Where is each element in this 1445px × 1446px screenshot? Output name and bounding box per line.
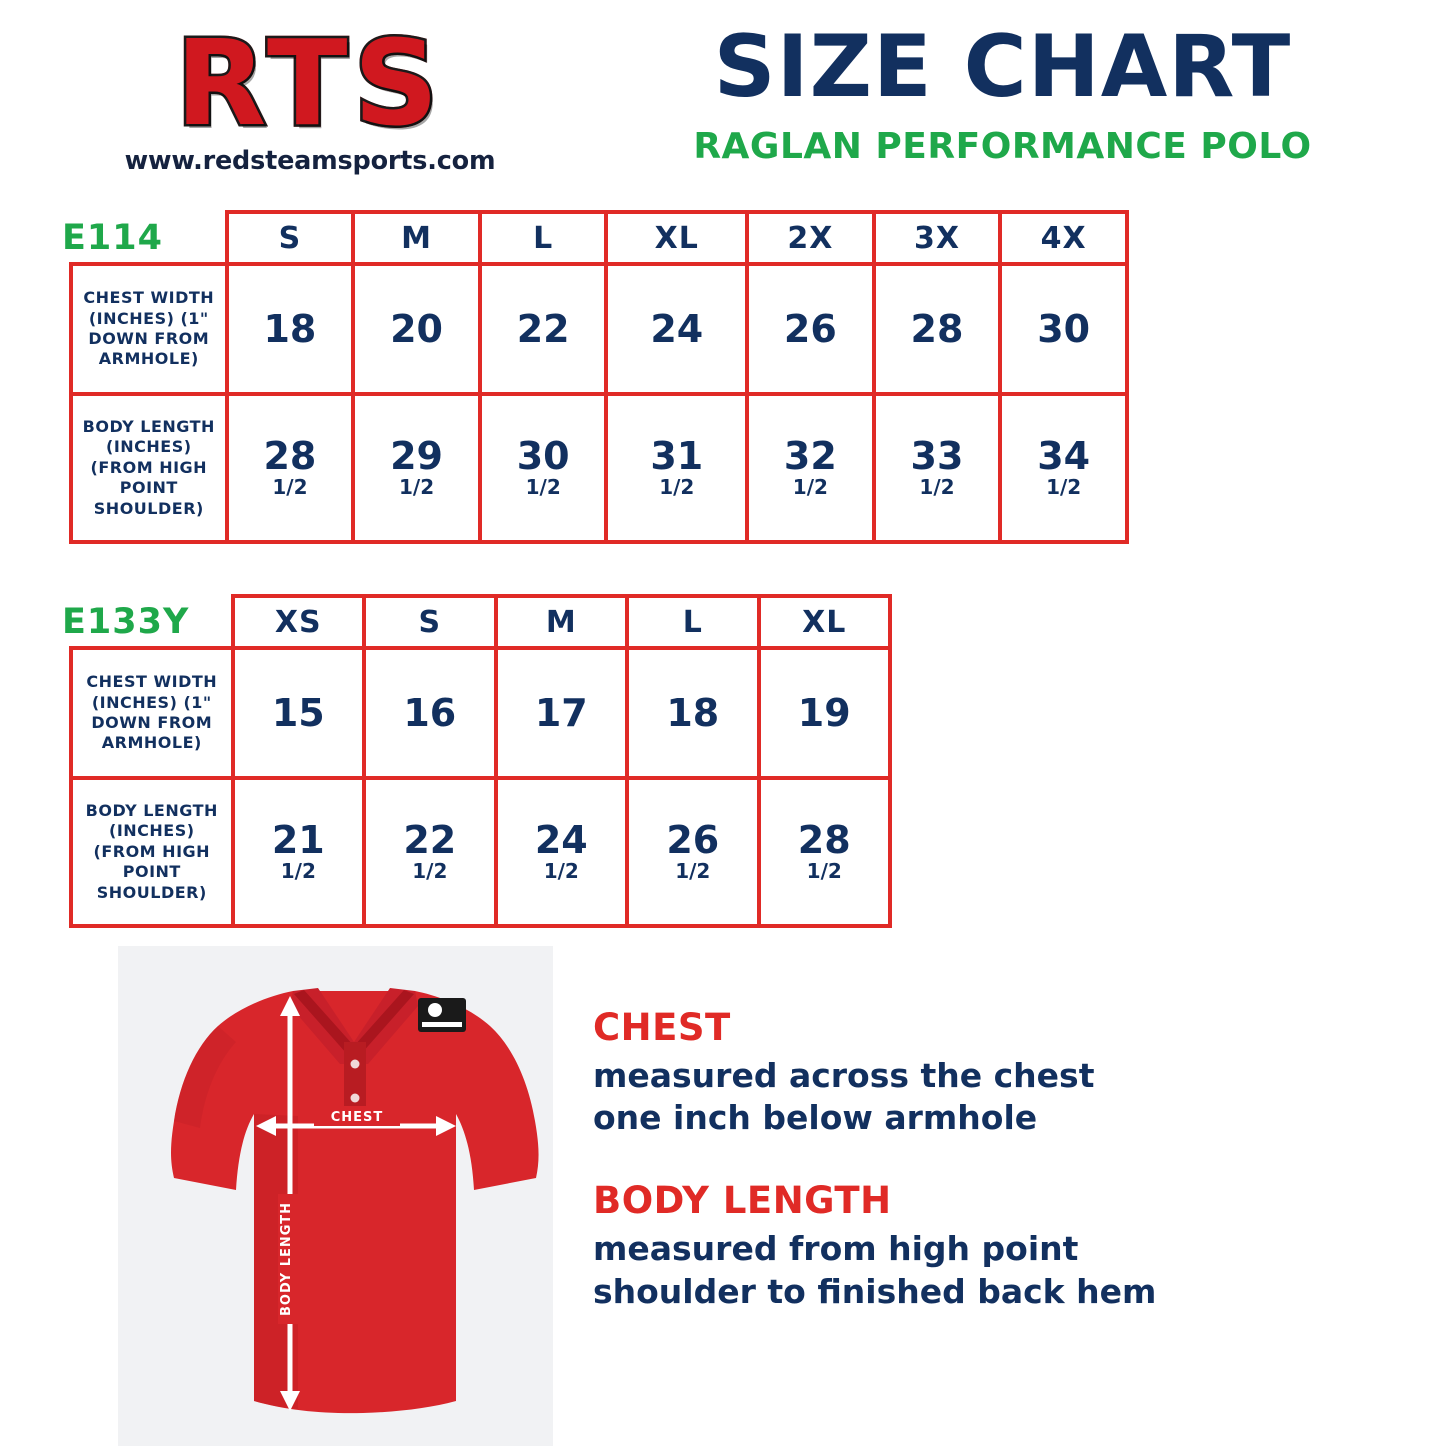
cell-length-s-value: 28 — [263, 433, 317, 478]
cell-length-xl-value: 31 — [650, 433, 704, 478]
cell-length-m — [496, 778, 627, 926]
size-table-section-e114 — [0, 210, 1445, 544]
measurement-notes — [553, 946, 1445, 1313]
cell-length-l — [480, 394, 607, 542]
size-header-l: L — [480, 212, 607, 264]
note-chest-line2: one inch below armhole — [593, 1098, 1038, 1138]
cell-chest-l: 22 — [480, 264, 607, 394]
cell-chest-2x: 26 — [747, 264, 874, 394]
row-label-body-length: BODY LENGTH (INCHES) (FROM HIGH POINT SHOULDER) — [71, 394, 227, 542]
cell-length-s-fraction: 1/2 — [272, 475, 308, 500]
cell-chest-s: 16 — [364, 648, 495, 778]
size-table-e114 — [69, 210, 1129, 544]
size-header-4x: 4X — [1000, 212, 1127, 264]
polo-diagram — [118, 946, 553, 1446]
table-header-row — [71, 212, 1127, 264]
cell-chest-xl: 19 — [759, 648, 891, 778]
size-header-m: M — [496, 596, 627, 648]
row-label-chest-width: CHEST WIDTH (INCHES) (1" DOWN FROM ARMHOLE) — [71, 264, 227, 394]
cell-length-s-fraction: 1/2 — [412, 859, 448, 884]
table-row — [71, 264, 1127, 394]
cell-length-m — [353, 394, 480, 542]
row-label-chest-width: CHEST WIDTH (INCHES) (1" DOWN FROM ARMHOLE) — [71, 648, 233, 778]
size-header-s: S — [364, 596, 495, 648]
cell-length-m-fraction: 1/2 — [543, 859, 579, 884]
note-chest — [593, 1006, 1445, 1139]
cell-chest-4x: 30 — [1000, 264, 1127, 394]
cell-chest-m: 20 — [353, 264, 480, 394]
table-row — [71, 394, 1127, 542]
cell-length-m-value: 29 — [390, 433, 443, 478]
cell-length-xl — [759, 778, 891, 926]
size-header-2x: 2X — [747, 212, 874, 264]
title-block — [590, 18, 1415, 167]
cell-length-2x-fraction: 1/2 — [792, 475, 828, 500]
cell-chest-m: 17 — [496, 648, 627, 778]
cell-length-l-value: 26 — [666, 817, 720, 862]
size-header-s: S — [227, 212, 354, 264]
note-chest-line1: measured across the chest — [593, 1056, 1095, 1095]
neck-label-text — [422, 1022, 462, 1027]
cell-length-3x-value: 33 — [910, 433, 964, 478]
shirt-button — [351, 1094, 360, 1103]
size-table-section-e133y — [0, 594, 1445, 928]
table-row — [71, 648, 890, 778]
cell-chest-xl: 24 — [606, 264, 747, 394]
cell-chest-s: 18 — [227, 264, 354, 394]
cell-length-2x-value: 32 — [783, 433, 837, 478]
cell-length-m-value: 24 — [534, 817, 588, 862]
size-table-e133y — [69, 594, 892, 928]
chest-arrow-label: CHEST — [330, 1110, 384, 1125]
cell-length-3x-fraction: 1/2 — [919, 475, 955, 500]
cell-length-xl-fraction: 1/2 — [659, 475, 695, 500]
cell-length-s — [227, 394, 354, 542]
cell-length-4x — [1000, 394, 1127, 542]
note-body-length-line2: shoulder to finished back hem — [593, 1271, 1157, 1311]
cell-length-l — [627, 778, 758, 926]
size-header-m: M — [353, 212, 480, 264]
note-body-length — [593, 1179, 1445, 1312]
cell-length-2x — [747, 394, 874, 542]
page-header — [0, 0, 1445, 210]
cell-length-4x-fraction: 1/2 — [1046, 475, 1082, 500]
cell-length-l-value: 30 — [516, 433, 570, 478]
body-length-arrow-label: BODY LENGTH — [279, 1202, 294, 1316]
cell-length-l-fraction: 1/2 — [525, 475, 561, 500]
size-header-xl: XL — [759, 596, 891, 648]
measurement-guide — [0, 946, 1445, 1446]
cell-chest-l: 18 — [627, 648, 758, 778]
size-header-l: L — [627, 596, 758, 648]
size-header-3x: 3X — [874, 212, 1001, 264]
shirt-button — [351, 1060, 360, 1069]
note-body-length-line1: measured from high point — [593, 1229, 1079, 1269]
neck-label-logo-icon — [428, 1003, 442, 1017]
cell-length-m-fraction: 1/2 — [398, 475, 435, 500]
cell-length-xl-fraction: 1/2 — [806, 859, 842, 884]
cell-length-xs-fraction: 1/2 — [280, 859, 316, 884]
notes-divider — [593, 1139, 1445, 1179]
note-body-length-heading: BODY LENGTH — [593, 1179, 892, 1223]
cell-length-xs-value: 21 — [271, 817, 325, 862]
row-label-body-length: BODY LENGTH (INCHES) (FROM HIGH POINT SHOULDER) — [71, 778, 233, 926]
table-row — [71, 778, 890, 926]
table-corner-cell — [71, 596, 233, 648]
sku-label-e114: E114 — [62, 218, 163, 258]
cell-chest-xs: 15 — [233, 648, 364, 778]
brand-website: www.redsteamsports.com — [124, 146, 496, 176]
cell-length-s-value: 22 — [403, 817, 457, 862]
size-header-xl: XL — [606, 212, 747, 264]
size-header-xs: XS — [233, 596, 364, 648]
brand-block — [30, 14, 590, 176]
page-subtitle: RAGLAN PERFORMANCE POLO — [693, 126, 1312, 167]
note-chest-heading: CHEST — [593, 1006, 731, 1049]
cell-length-l-fraction: 1/2 — [675, 859, 711, 884]
polo-shirt-illustration — [118, 946, 553, 1446]
cell-length-3x — [874, 394, 1001, 542]
page-title: SIZE CHART — [713, 17, 1292, 117]
cell-length-xl — [606, 394, 747, 542]
cell-length-4x-value: 34 — [1037, 433, 1091, 478]
sku-label-e133y: E133Y — [62, 602, 190, 642]
cell-length-xs — [233, 778, 364, 926]
cell-length-xl-value: 28 — [797, 817, 851, 862]
rts-logo: RTS — [30, 24, 590, 142]
table-header-row — [71, 596, 890, 648]
table-corner-cell — [71, 212, 227, 264]
cell-chest-3x: 28 — [874, 264, 1001, 394]
cell-length-s — [364, 778, 495, 926]
